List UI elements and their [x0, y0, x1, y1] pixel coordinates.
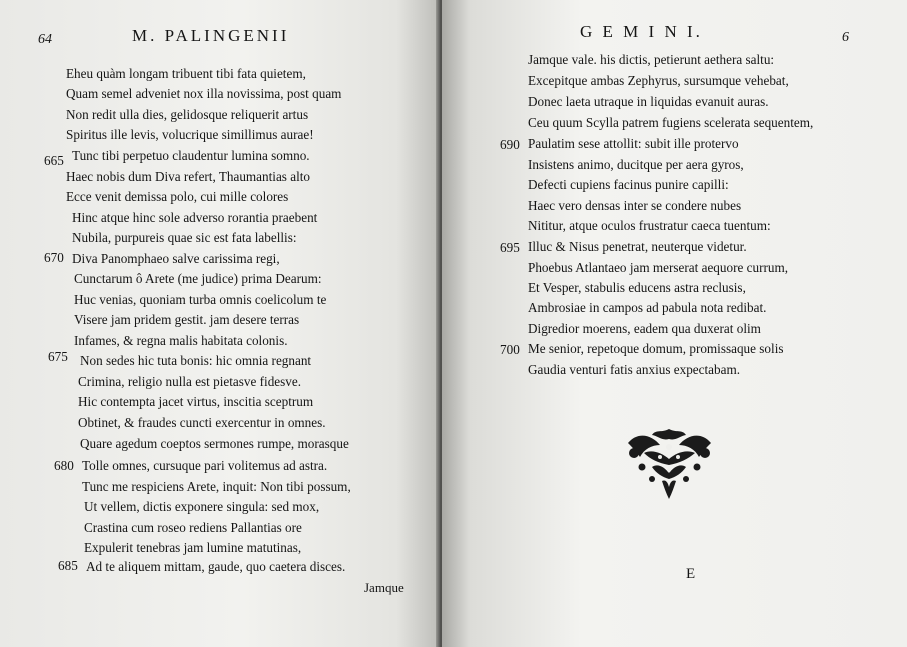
verse-line: Diva Panomphaeo salve carissima regi, — [72, 251, 280, 266]
line-number: 695 — [500, 240, 520, 255]
verse-line: Digredior moerens, eadem qua duxerat olim — [528, 321, 761, 336]
verse-line: Quare agedum coeptos sermones rumpe, morasque — [80, 436, 349, 451]
printers-ornament-icon — [622, 423, 717, 503]
catchword: Jamque — [364, 580, 404, 595]
verse-line: Et Vesper, stabulis educens astra reclusis, — [528, 280, 746, 295]
verse-line: Tunc tibi perpetuo claudentur lumina somno. — [72, 148, 310, 163]
verse-line: Expulerit tenebras jam lumine matutinas, — [84, 540, 302, 555]
verse-line: Hinc atque hinc sole adverso rorantia praebent — [72, 210, 318, 225]
verse-line: Cunctarum ô Arete (me judice) prima Dearum: — [74, 271, 322, 286]
verse-line: Crimina, religio nulla est pietasve fidesve. — [78, 374, 302, 389]
verse-line: Ambrosiae in campos ad pabula nota redibat. — [528, 300, 767, 315]
show-through-text — [350, 140, 353, 155]
left-folio: 64 — [38, 32, 52, 47]
verse-line: Huc venias, quoniam turba omnis coelicolum te — [74, 292, 327, 307]
line-number: 690 — [500, 137, 520, 152]
left-page — [0, 0, 440, 647]
verse-line: Defecti cupiens facinus punire capilli: — [528, 177, 729, 192]
line-number: 700 — [500, 342, 520, 357]
line-number: 680 — [54, 458, 74, 473]
verse-line: Paulatim sese attollit: subit ille protervo — [528, 136, 739, 151]
verse-line: Ad te aliquem mittam, gaude, quo caetera disces. — [86, 559, 346, 574]
verse-line: Non redit ulla dies, gelidosque reliquerit artus — [66, 107, 309, 122]
verse-line: Crastina cum roseo rediens Pallantias ore — [84, 520, 302, 535]
verse-line: Donec laeta utraque in liquidas evanuit auras. — [528, 94, 769, 109]
verse-line: Hic contempta jacet virtus, inscitia sceptrum — [78, 394, 314, 409]
signature-mark: E — [686, 566, 696, 582]
verse-line: Nititur, atque oculos frustratur caeca tuentum: — [528, 218, 771, 233]
verse-line: Jamque vale. his dictis, petierunt aethera saltu: — [528, 52, 775, 67]
right-page — [442, 0, 907, 647]
line-number: 675 — [48, 349, 68, 364]
right-running-head: G E M I N I. — [580, 22, 703, 41]
verse-line: Excepitque ambas Zephyrus, sursumque vehebat, — [528, 73, 789, 88]
verse-line: Obtinet, & fraudes cuncti exercentur in omnes. — [78, 415, 326, 430]
verse-line: Ceu quum Scylla patrem fugiens scelerata sequentem, — [528, 115, 814, 130]
verse-line: Quam semel adveniet nox illa novissima, post quam — [66, 86, 342, 101]
verse-line: Eheu quàm longam tribuent tibi fata quietem, — [66, 66, 306, 81]
right-folio: 6 — [842, 30, 849, 45]
verse-line: Tolle omnes, cursuque pari volitemus ad astra. — [82, 458, 328, 473]
verse-line: Spiritus ille levis, volucrique simillimus aurae! — [66, 127, 314, 142]
verse-line: Nubila, purpureis quae sic est fata labellis: — [72, 230, 297, 245]
verse-line: Illuc & Nisus penetrat, neuterque videtur. — [528, 239, 747, 254]
line-number: 665 — [44, 153, 64, 168]
verse-line: Tunc me respiciens Arete, inquit: Non tibi possum, — [82, 479, 351, 494]
verse-line: Phoebus Atlantaeo jam merserat aequore currum, — [528, 260, 788, 275]
line-number: 685 — [58, 558, 78, 573]
verse-line: Ecce venit demissa polo, cui mille colores — [66, 189, 289, 204]
verse-line: Insistens animo, ducitque per aera gyros, — [528, 157, 744, 172]
left-running-head: M. PALINGENII — [132, 26, 290, 45]
verse-line: Haec nobis dum Diva refert, Thaumantias alto — [66, 169, 311, 184]
verse-line: Me senior, repetoque domum, promissaque solis — [528, 341, 784, 356]
verse-line: Haec vero densas inter se condere nubes — [528, 198, 742, 213]
verse-line: Ut vellem, dictis exponere singula: sed mox, — [84, 499, 320, 514]
verse-line: Gaudia venturi fatis anxius expectabam. — [528, 362, 741, 377]
verse-line: Infames, & regna malis habitata colonis. — [74, 333, 288, 348]
verse-line: Visere jam pridem gestit. jam desere terras — [74, 312, 300, 327]
line-number: 670 — [44, 250, 64, 265]
verse-line: Non sedes hic tuta bonis: hic omnia regnant — [80, 353, 312, 368]
